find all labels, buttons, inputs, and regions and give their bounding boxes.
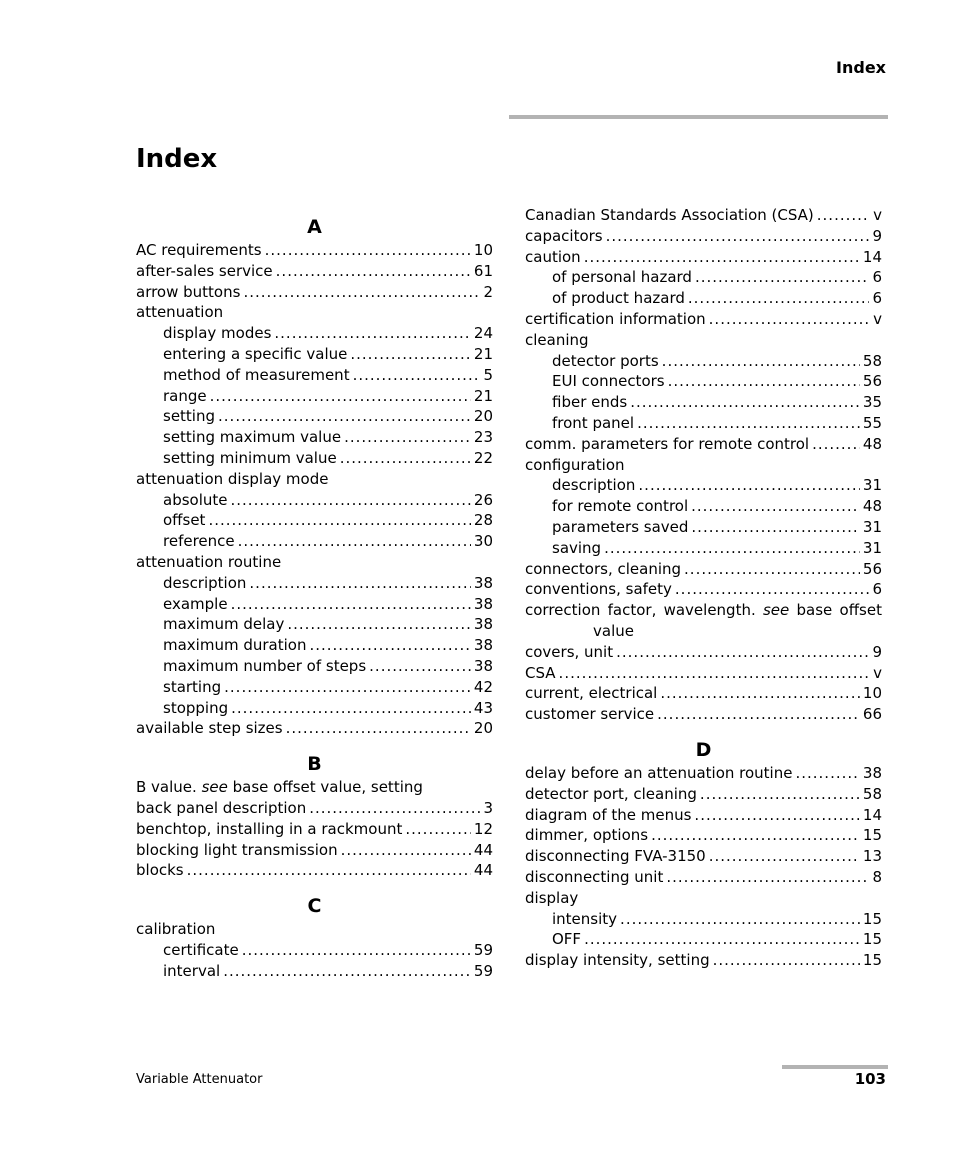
entry-term: configuration	[525, 455, 625, 474]
entry-page-ref: 31	[862, 538, 882, 557]
entry-term: arrow buttons	[136, 282, 241, 301]
dot-leader	[265, 240, 471, 261]
entry-page-ref: 26	[473, 490, 493, 509]
entry-page-ref: 38	[473, 615, 493, 634]
entry-term: Canadian Standards Association (CSA)	[525, 206, 814, 224]
index-letter-heading: A	[307, 216, 322, 238]
dot-leader	[208, 510, 470, 531]
section-gap	[136, 881, 493, 893]
dot-leader	[713, 950, 860, 971]
index-subentry	[525, 496, 882, 517]
entry-term: parameters saved	[552, 517, 689, 536]
index-subentry	[136, 940, 493, 961]
entry-term: available step sizes	[136, 719, 283, 738]
entry-page-ref: 48	[862, 497, 882, 516]
index-subentry	[525, 392, 882, 413]
entry-page-ref: 44	[473, 840, 493, 859]
dot-leader	[341, 840, 471, 861]
index-column-right	[525, 205, 882, 971]
entry-term: front panel	[552, 413, 635, 432]
entry-page-ref: 58	[862, 351, 882, 370]
entry-term: reference	[163, 532, 235, 551]
index-subentry	[525, 475, 882, 496]
index-subentry	[136, 323, 493, 344]
entry-term: maximum delay	[163, 615, 285, 634]
entry-term: detector port, cleaning	[525, 784, 697, 803]
entry-term: maximum number of steps	[163, 656, 367, 675]
dot-leader	[606, 226, 870, 247]
index-subentry	[136, 365, 493, 386]
entry-page-ref: 38	[473, 656, 493, 675]
entry-term: setting	[163, 407, 216, 426]
entry-term: customer service	[525, 705, 655, 724]
index-entry-see	[136, 777, 493, 798]
index-entry	[525, 950, 882, 971]
dot-leader	[709, 309, 870, 330]
dot-leader	[695, 267, 869, 288]
entry-term: disconnecting FVA-3150	[525, 847, 706, 866]
dot-leader	[668, 371, 860, 392]
index-entry	[525, 247, 882, 268]
entry-term: starting	[163, 677, 222, 696]
entry-term: certification information	[525, 309, 706, 328]
dot-leader	[584, 929, 860, 950]
entry-term: delay before an attenuation routine	[525, 763, 793, 782]
entry-page-ref: 6	[872, 580, 882, 599]
entry-page-ref: 66	[862, 705, 882, 724]
entry-page-ref: 6	[872, 268, 882, 287]
index-entry	[136, 240, 493, 261]
index-subentry	[136, 635, 493, 656]
dot-leader	[660, 683, 860, 704]
dot-leader	[662, 351, 860, 372]
dot-leader	[353, 365, 481, 386]
dot-leader	[638, 475, 860, 496]
entry-page-ref: 56	[862, 372, 882, 391]
see-target-continued: value	[593, 621, 634, 640]
entry-page-ref: 59	[473, 961, 493, 980]
entry-term: range	[163, 386, 207, 405]
entry-term: calibration	[136, 920, 216, 939]
section-gap	[136, 739, 493, 751]
index-subentry	[525, 288, 882, 309]
entry-page-ref: 61	[473, 261, 493, 280]
entry-page-ref: 21	[473, 386, 493, 405]
index-subentry	[136, 594, 493, 615]
entry-term: after-sales service	[136, 261, 273, 280]
index-letter-heading: C	[307, 895, 322, 918]
entry-term: attenuation display mode	[136, 469, 329, 488]
running-header: Index	[836, 58, 886, 77]
entry-page-ref: 14	[862, 247, 882, 266]
entry-page-ref: 9	[872, 226, 882, 245]
index-entry	[525, 805, 882, 826]
index-entry	[525, 683, 882, 704]
index-entry	[525, 704, 882, 725]
entry-term: diagram of the menus	[525, 805, 692, 824]
entry-page-ref: v	[873, 309, 882, 328]
entry-term: display intensity, setting	[525, 951, 710, 970]
index-subentry	[525, 517, 882, 538]
index-subentry	[525, 538, 882, 559]
index-entry	[136, 798, 493, 819]
index-entry	[525, 579, 882, 600]
entry-term: blocks	[136, 861, 184, 880]
index-subentry	[136, 406, 493, 427]
index-subentry	[136, 961, 493, 982]
index-entry	[525, 226, 882, 247]
dot-leader	[309, 798, 480, 819]
index-entry-heading	[136, 919, 493, 940]
index-subentry	[525, 413, 882, 434]
entry-term: setting minimum value	[163, 448, 337, 467]
entry-page-ref: 35	[862, 393, 882, 412]
dot-leader	[657, 704, 860, 725]
index-subentry	[136, 344, 493, 365]
entry-page-ref: 5	[483, 365, 493, 384]
dot-leader	[274, 323, 471, 344]
entry-term: conventions, safety	[525, 580, 672, 599]
dot-leader	[630, 392, 860, 413]
entry-term: benchtop, installing in a rackmount	[136, 819, 403, 838]
index-subentry	[136, 510, 493, 531]
dot-leader	[584, 247, 860, 268]
dot-leader	[675, 579, 870, 600]
dot-leader	[700, 784, 860, 805]
index-entry	[136, 819, 493, 840]
entry-term: method of measurement	[163, 365, 350, 384]
entry-page-ref: 3	[483, 798, 493, 817]
entry-term: entering a specific value	[163, 344, 348, 363]
page-title: Index	[136, 144, 218, 174]
dot-leader	[691, 496, 860, 517]
see-label: see	[762, 601, 790, 620]
index-entry	[136, 282, 493, 303]
dot-leader	[344, 427, 471, 448]
index-entry-heading	[525, 330, 882, 351]
index-subentry	[525, 267, 882, 288]
dot-leader	[218, 406, 471, 427]
entry-term: cleaning	[525, 330, 589, 349]
entry-term: absolute	[163, 490, 228, 509]
footer-rule	[782, 1065, 888, 1069]
entry-term: capacitors	[525, 226, 603, 245]
section-gap	[525, 725, 882, 737]
dot-leader	[309, 635, 470, 656]
entry-page-ref: 38	[473, 594, 493, 613]
index-subentry	[136, 698, 493, 719]
entry-term: EUI connectors	[552, 372, 665, 391]
index-letter-heading: B	[307, 753, 322, 776]
entry-term: blocking light transmission	[136, 840, 338, 859]
entry-page-ref: 6	[872, 289, 882, 308]
index-entry	[136, 860, 493, 881]
dot-leader	[637, 413, 860, 434]
index-entry-heading	[525, 455, 882, 476]
index-subentry	[136, 656, 493, 677]
entry-term: display	[525, 888, 579, 907]
entry-page-ref: 59	[473, 940, 493, 959]
dot-leader	[405, 819, 471, 840]
entry-page-ref: 58	[862, 784, 882, 803]
footer-doc-title: Variable Attenuator	[136, 1072, 263, 1087]
entry-page-ref: 43	[473, 698, 493, 717]
entry-page-ref: 48	[862, 434, 882, 453]
index-entry	[525, 763, 882, 784]
entry-page-ref: 15	[862, 909, 882, 928]
entry-page-ref: 56	[862, 559, 882, 578]
entry-term: intensity	[552, 909, 618, 928]
dot-leader	[231, 698, 471, 719]
dot-leader	[210, 386, 471, 407]
dot-leader	[224, 677, 471, 698]
dot-leader	[691, 517, 860, 538]
index-entry-heading	[136, 469, 493, 490]
index-subentry	[136, 677, 493, 698]
dot-leader	[666, 867, 869, 888]
entry-term: covers, unit	[525, 642, 614, 661]
dot-leader	[286, 718, 471, 739]
entry-page-ref: 24	[473, 324, 493, 343]
index-entry	[136, 718, 493, 739]
dot-leader	[242, 940, 471, 961]
entry-page-ref: 23	[473, 428, 493, 447]
index-subentry	[525, 351, 882, 372]
entry-term: description	[552, 476, 636, 495]
entry-page-ref: 31	[862, 476, 882, 495]
entry-page-ref: 44	[473, 861, 493, 880]
entry-term: B value.	[136, 778, 197, 797]
entry-page-ref: 38	[473, 636, 493, 655]
index-entry	[525, 559, 882, 580]
index-entry	[136, 261, 493, 282]
index-entry	[525, 784, 882, 805]
entry-page-ref: 14	[862, 805, 882, 824]
page-number: 103	[854, 1070, 886, 1088]
entry-term: detector ports	[552, 351, 659, 370]
entry-page-ref: v	[873, 206, 882, 224]
dot-leader	[243, 282, 480, 303]
index-subentry	[136, 427, 493, 448]
entry-term: OFF	[552, 930, 582, 949]
entry-page-ref: 15	[862, 930, 882, 949]
entry-term: attenuation	[136, 303, 224, 322]
dot-leader	[249, 573, 471, 594]
dot-leader	[369, 656, 471, 677]
entry-term: stopping	[163, 698, 229, 717]
entry-term: example	[163, 594, 228, 613]
entry-page-ref: 55	[862, 413, 882, 432]
index-subentry	[136, 490, 493, 511]
index-entry	[525, 825, 882, 846]
index-entry-heading	[136, 552, 493, 573]
entry-page-ref: 28	[473, 511, 493, 530]
entry-page-ref: v	[873, 663, 882, 682]
index-entry-see	[525, 600, 882, 642]
index-entry	[525, 309, 882, 330]
entry-page-ref: 12	[473, 819, 493, 838]
entry-term: back panel description	[136, 798, 307, 817]
dot-leader	[238, 531, 471, 552]
index-entry	[525, 846, 882, 867]
entry-term: fiber ends	[552, 393, 628, 412]
index-entry	[136, 840, 493, 861]
dot-leader	[223, 961, 471, 982]
entry-term: dimmer, options	[525, 826, 649, 845]
entry-term: saving	[552, 538, 602, 557]
index-subentry	[136, 614, 493, 635]
see-label: see	[201, 778, 228, 797]
entry-term: AC requirements	[136, 241, 262, 259]
index-subentry	[136, 573, 493, 594]
index-subentry	[136, 531, 493, 552]
index-subentry	[525, 909, 882, 930]
dot-leader	[616, 642, 869, 663]
dot-leader	[604, 538, 860, 559]
index-subentry	[136, 448, 493, 469]
entry-term: current, electrical	[525, 684, 658, 703]
entry-term: of personal hazard	[552, 268, 692, 287]
dot-leader	[231, 490, 471, 511]
entry-page-ref: 13	[862, 847, 882, 866]
dot-leader	[709, 846, 860, 867]
entry-term: for remote control	[552, 497, 689, 516]
entry-page-ref: 20	[473, 407, 493, 426]
entry-page-ref: 2	[483, 282, 493, 301]
entry-term: correction factor, wavelength.	[525, 601, 756, 620]
entry-page-ref: 38	[473, 573, 493, 592]
index-entry	[525, 663, 882, 684]
entry-term: display modes	[163, 324, 272, 343]
see-target: base offset value, setting	[232, 778, 423, 797]
dot-leader	[187, 860, 471, 881]
dot-leader	[651, 825, 860, 846]
dot-leader	[688, 288, 870, 309]
dot-leader	[812, 434, 860, 455]
dot-leader	[684, 559, 860, 580]
dot-leader	[694, 805, 859, 826]
entry-term: setting maximum value	[163, 428, 342, 447]
index-entry	[525, 867, 882, 888]
entry-page-ref: 20	[473, 719, 493, 738]
entry-page-ref: 30	[473, 532, 493, 551]
index-entry	[525, 434, 882, 455]
entry-page-ref: 10	[473, 241, 493, 259]
dot-leader	[620, 909, 860, 930]
entry-page-ref: 42	[473, 677, 493, 696]
index-column-left	[136, 214, 493, 982]
entry-term: interval	[163, 961, 221, 980]
entry-term: description	[163, 573, 247, 592]
entry-term: disconnecting unit	[525, 867, 664, 886]
entry-page-ref: 8	[872, 867, 882, 886]
dot-leader	[795, 763, 859, 784]
entry-page-ref: 21	[473, 344, 493, 363]
index-subentry	[525, 929, 882, 950]
see-target: base offset	[796, 601, 882, 620]
dot-leader	[287, 614, 471, 635]
dot-leader	[231, 594, 471, 615]
entry-term: connectors, cleaning	[525, 559, 682, 578]
entry-page-ref: 10	[862, 684, 882, 703]
header-rule	[509, 115, 888, 119]
entry-term: attenuation routine	[136, 552, 282, 571]
index-entry	[525, 205, 882, 226]
entry-page-ref: 15	[862, 826, 882, 845]
entry-term: offset	[163, 511, 206, 530]
dot-leader	[559, 663, 871, 684]
entry-term: CSA	[525, 663, 556, 682]
index-entry-heading	[136, 302, 493, 323]
entry-term: caution	[525, 247, 581, 266]
entry-page-ref: 22	[473, 448, 493, 467]
entry-page-ref: 31	[862, 517, 882, 536]
entry-page-ref: 38	[862, 763, 882, 782]
entry-term: comm. parameters for remote control	[525, 434, 810, 453]
index-letter-heading: D	[695, 738, 712, 761]
entry-term: maximum duration	[163, 636, 307, 655]
dot-leader	[817, 205, 870, 226]
entry-term: certificate	[163, 940, 239, 959]
dot-leader	[276, 261, 471, 282]
index-subentry	[525, 371, 882, 392]
dot-leader	[350, 344, 471, 365]
entry-page-ref: 15	[862, 951, 882, 970]
index-entry-heading	[525, 888, 882, 909]
entry-term: of product hazard	[552, 289, 685, 308]
index-entry	[525, 642, 882, 663]
entry-page-ref: 9	[872, 642, 882, 661]
dot-leader	[340, 448, 471, 469]
index-subentry	[136, 386, 493, 407]
